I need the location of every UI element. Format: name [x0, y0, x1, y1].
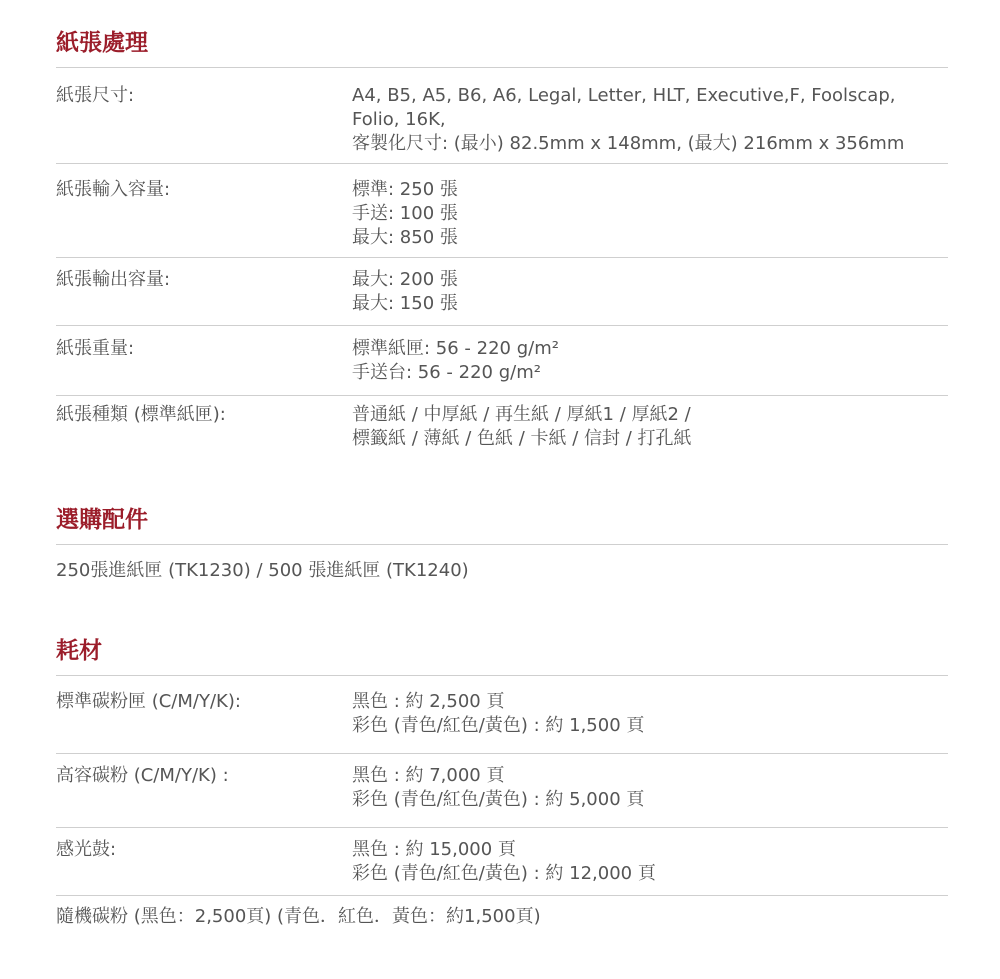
- spec-value: [352, 403, 948, 466]
- spec-value: [352, 764, 948, 827]
- spec-value-line: 標籤紙 / 薄紙 / 色紙 / 卡紙 / 信封 / 打孔紙: [352, 428, 692, 449]
- spec-value-line: 最大: 150 張: [352, 293, 458, 314]
- spec-value-line: 最大: 200 張: [352, 269, 458, 290]
- options-title: 選購配件: [56, 489, 948, 545]
- spec-value-line: 彩色 (青色/紅色/黃色) : 約 5,000 頁: [352, 789, 645, 810]
- spec-label: 紙張重量:: [56, 338, 135, 359]
- spec-row-drum: [56, 828, 948, 896]
- spec-value: [352, 690, 948, 753]
- spec-value-line: 黑色 : 約 15,000 頁: [352, 839, 516, 860]
- spec-value-line: 黑色 : 約 2,500 頁: [352, 691, 505, 712]
- spec-label: 紙張輸出容量:: [56, 269, 171, 290]
- spec-label: 紙張輸入容量:: [56, 179, 171, 200]
- consumables-footer: 隨機碳粉 (黑色：2,500頁) (青色．紅色．黃色：約1,500頁): [56, 906, 541, 927]
- spec-value: [352, 178, 948, 257]
- spec-value: [352, 84, 948, 163]
- spec-value-line: 手送台: 56 - 220 g/m²: [352, 362, 541, 383]
- consumables-title: 耗材: [56, 620, 948, 676]
- spec-row-input-capacity: [56, 164, 948, 258]
- spec-value-line: 黑色 : 約 7,000 頁: [352, 765, 505, 786]
- spec-label: 標準碳粉匣 (C/M/Y/K):: [56, 691, 241, 712]
- spec-label: 紙張種類 (標準紙匣):: [56, 404, 226, 425]
- spec-label: 感光鼓:: [56, 839, 117, 860]
- spec-value-line: 彩色 (青色/紅色/黃色) : 約 12,000 頁: [352, 863, 656, 884]
- options-section: [56, 489, 948, 583]
- spec-value-line: 最大: 850 張: [352, 227, 458, 248]
- spec-label: 紙張尺寸:: [56, 85, 135, 106]
- spec-row-paper-type: [56, 396, 948, 466]
- spec-value-line: 客製化尺寸: (最小) 82.5mm x 148mm, (最大) 216mm x 356mm: [352, 133, 905, 154]
- spec-value-line: 彩色 (青色/紅色/黃色) : 約 1,500 頁: [352, 715, 645, 736]
- spec-row-high-capacity-toner: [56, 754, 948, 828]
- consumables-section: [56, 620, 948, 929]
- spec-value-line: Folio, 16K,: [352, 109, 446, 130]
- spec-value-line: 手送: 100 張: [352, 203, 458, 224]
- paper-handling-title: 紙張處理: [56, 12, 948, 68]
- spec-row-standard-toner: [56, 676, 948, 754]
- spec-row-paper-size: [56, 68, 948, 164]
- spec-label: 高容碳粉 (C/M/Y/K) :: [56, 765, 229, 786]
- spec-value: [352, 838, 948, 895]
- spec-value-line: 普通紙 / 中厚紙 / 再生紙 / 厚紙1 / 厚紙2 /: [352, 404, 691, 425]
- spec-value: [352, 268, 948, 325]
- spec-value-line: 標準: 250 張: [352, 179, 458, 200]
- options-text: 250張進紙匣 (TK1230) / 500 張進紙匣 (TK1240): [56, 560, 469, 581]
- spec-row-paper-weight: [56, 326, 948, 396]
- spec-value-line: 標準紙匣: 56 - 220 g/m²: [352, 338, 559, 359]
- spec-value-line: A4, B5, A5, B6, A6, Legal, Letter, HLT, Executive,F, Foolscap,: [352, 85, 896, 106]
- spec-value: [352, 337, 948, 395]
- spec-row-output-capacity: [56, 258, 948, 326]
- paper-handling-section: [56, 12, 948, 466]
